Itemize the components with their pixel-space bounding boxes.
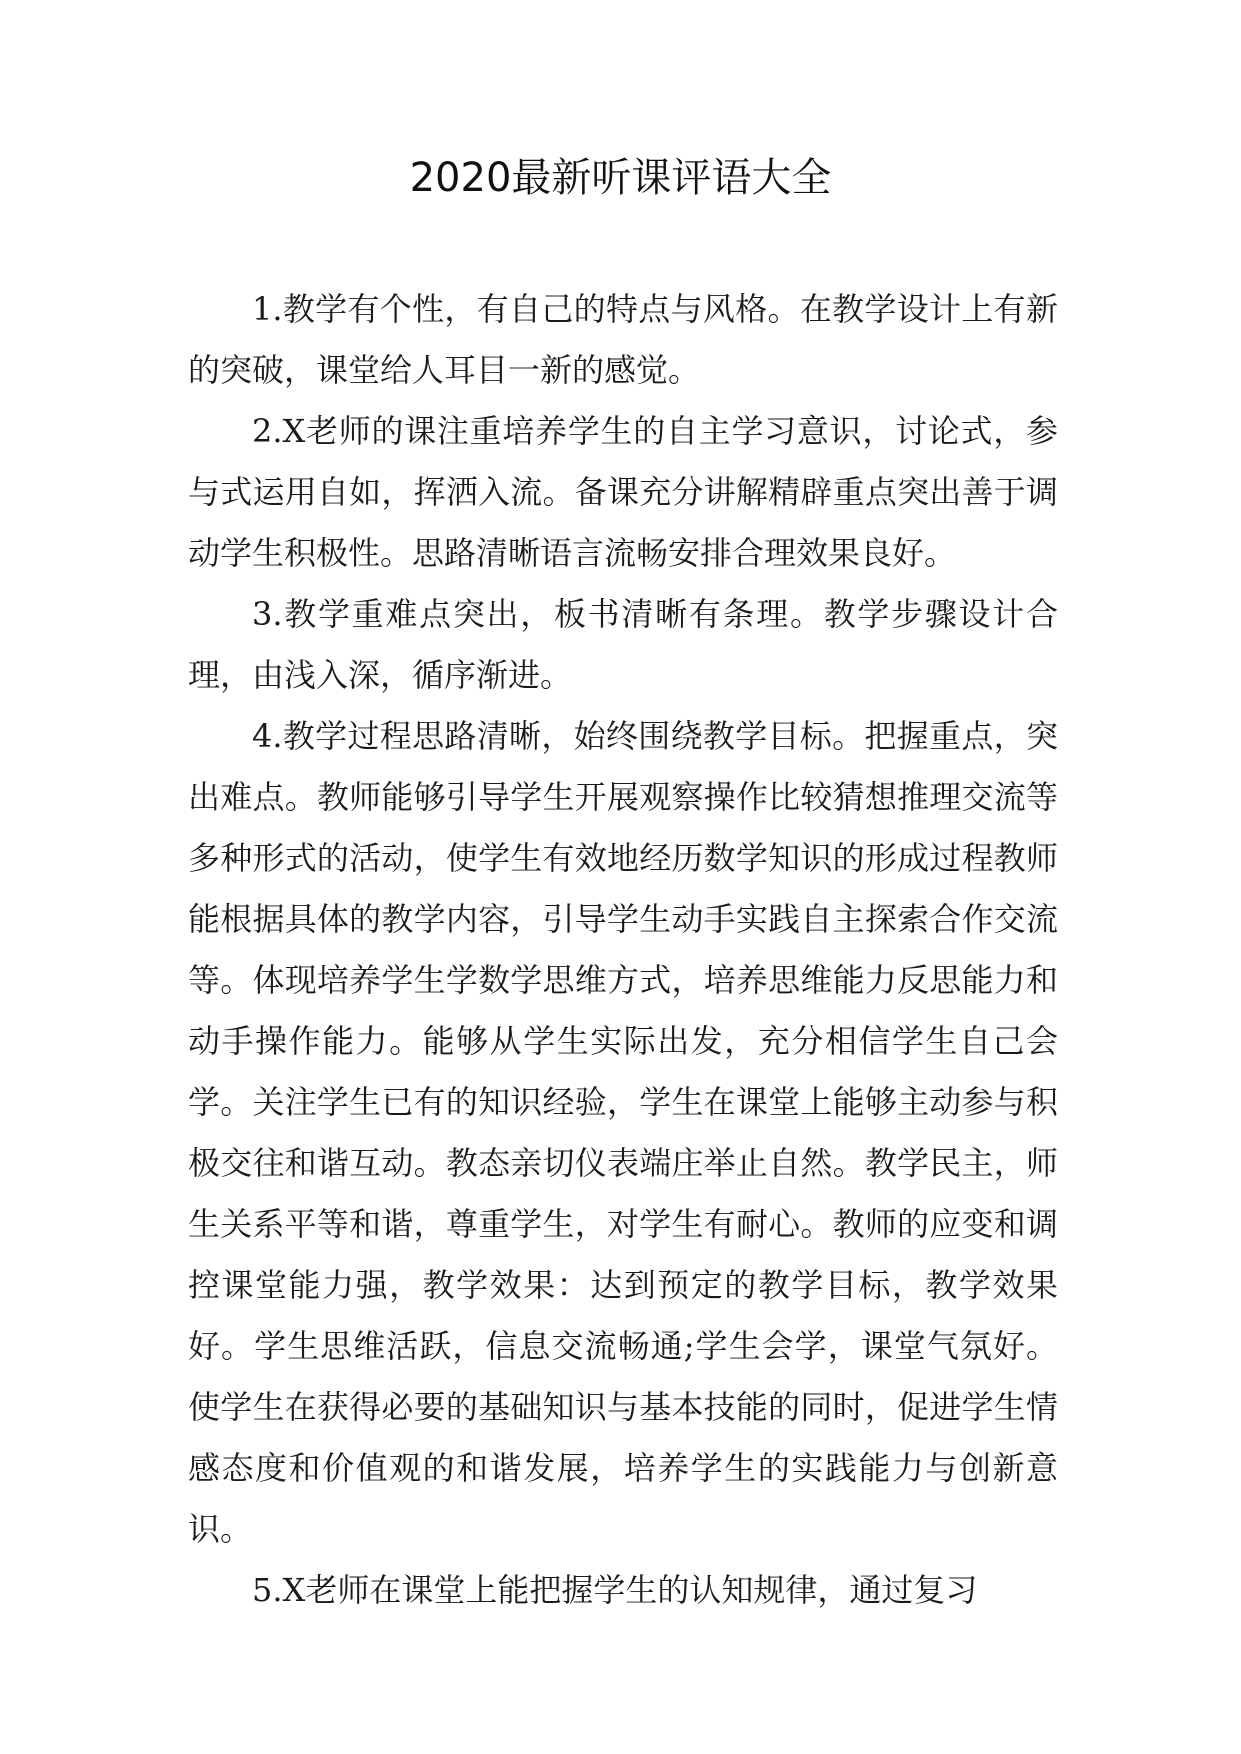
paragraph-3: 3.教学重难点突出，板书清晰有条理。教学步骤设计合理，由浅入深，循序渐进。: [188, 595, 1058, 694]
paragraph-1: 1.教学有个性，有自己的特点与风格。在教学设计上有新的突破，课堂给人耳目一新的感觉。: [188, 290, 1058, 389]
document-body: [188, 279, 1058, 1621]
paragraph-2: 2.X老师的课注重培养学生的自主学习意识，讨论式，参与式运用自如，挥洒入流。备课充分讲解精辟重点突出善于调动学生积极性。思路清晰语言流畅安排合理效果良好。: [188, 412, 1058, 572]
paragraph-4: 4.教学过程思路清晰，始终围绕教学目标。把握重点，突出难点。教师能够引导学生开展观察操作比较猜想推理交流等多种形式的活动，使学生有效地经历数学知识的形成过程教师能根据具体的教学内容，引导学生动手实践自主探索合作交流等。体现培养学生学数学思维方式，培养思维能力反思能力和动手操作能力。能够从学生实际出发，充分相信学生自己会学。关注学生已有的知识经验，学生在课堂上能够主动参与积极交往和谐互动。教态亲切仪表端庄举止自然。教学民主，师生关系平等和谐，尊重学生，对学生有耐心。教师的应变和调控课堂能力强，教学效果：达到预定的教学目标，教学效果好。学生思维活跃，信息交流畅通;学生会学，课堂气氛好。使学生在获得必要的基础知识与基本技能的同时，促进学生情感态度和价值观的和谐发展，培养学生的实践能力与创新意识。: [188, 717, 1058, 1548]
document-title: 2020最新听课评语大全: [409, 155, 832, 201]
paragraph-5: 5.X老师在课堂上能把握学生的认知规律，通过复习: [252, 1571, 978, 1609]
